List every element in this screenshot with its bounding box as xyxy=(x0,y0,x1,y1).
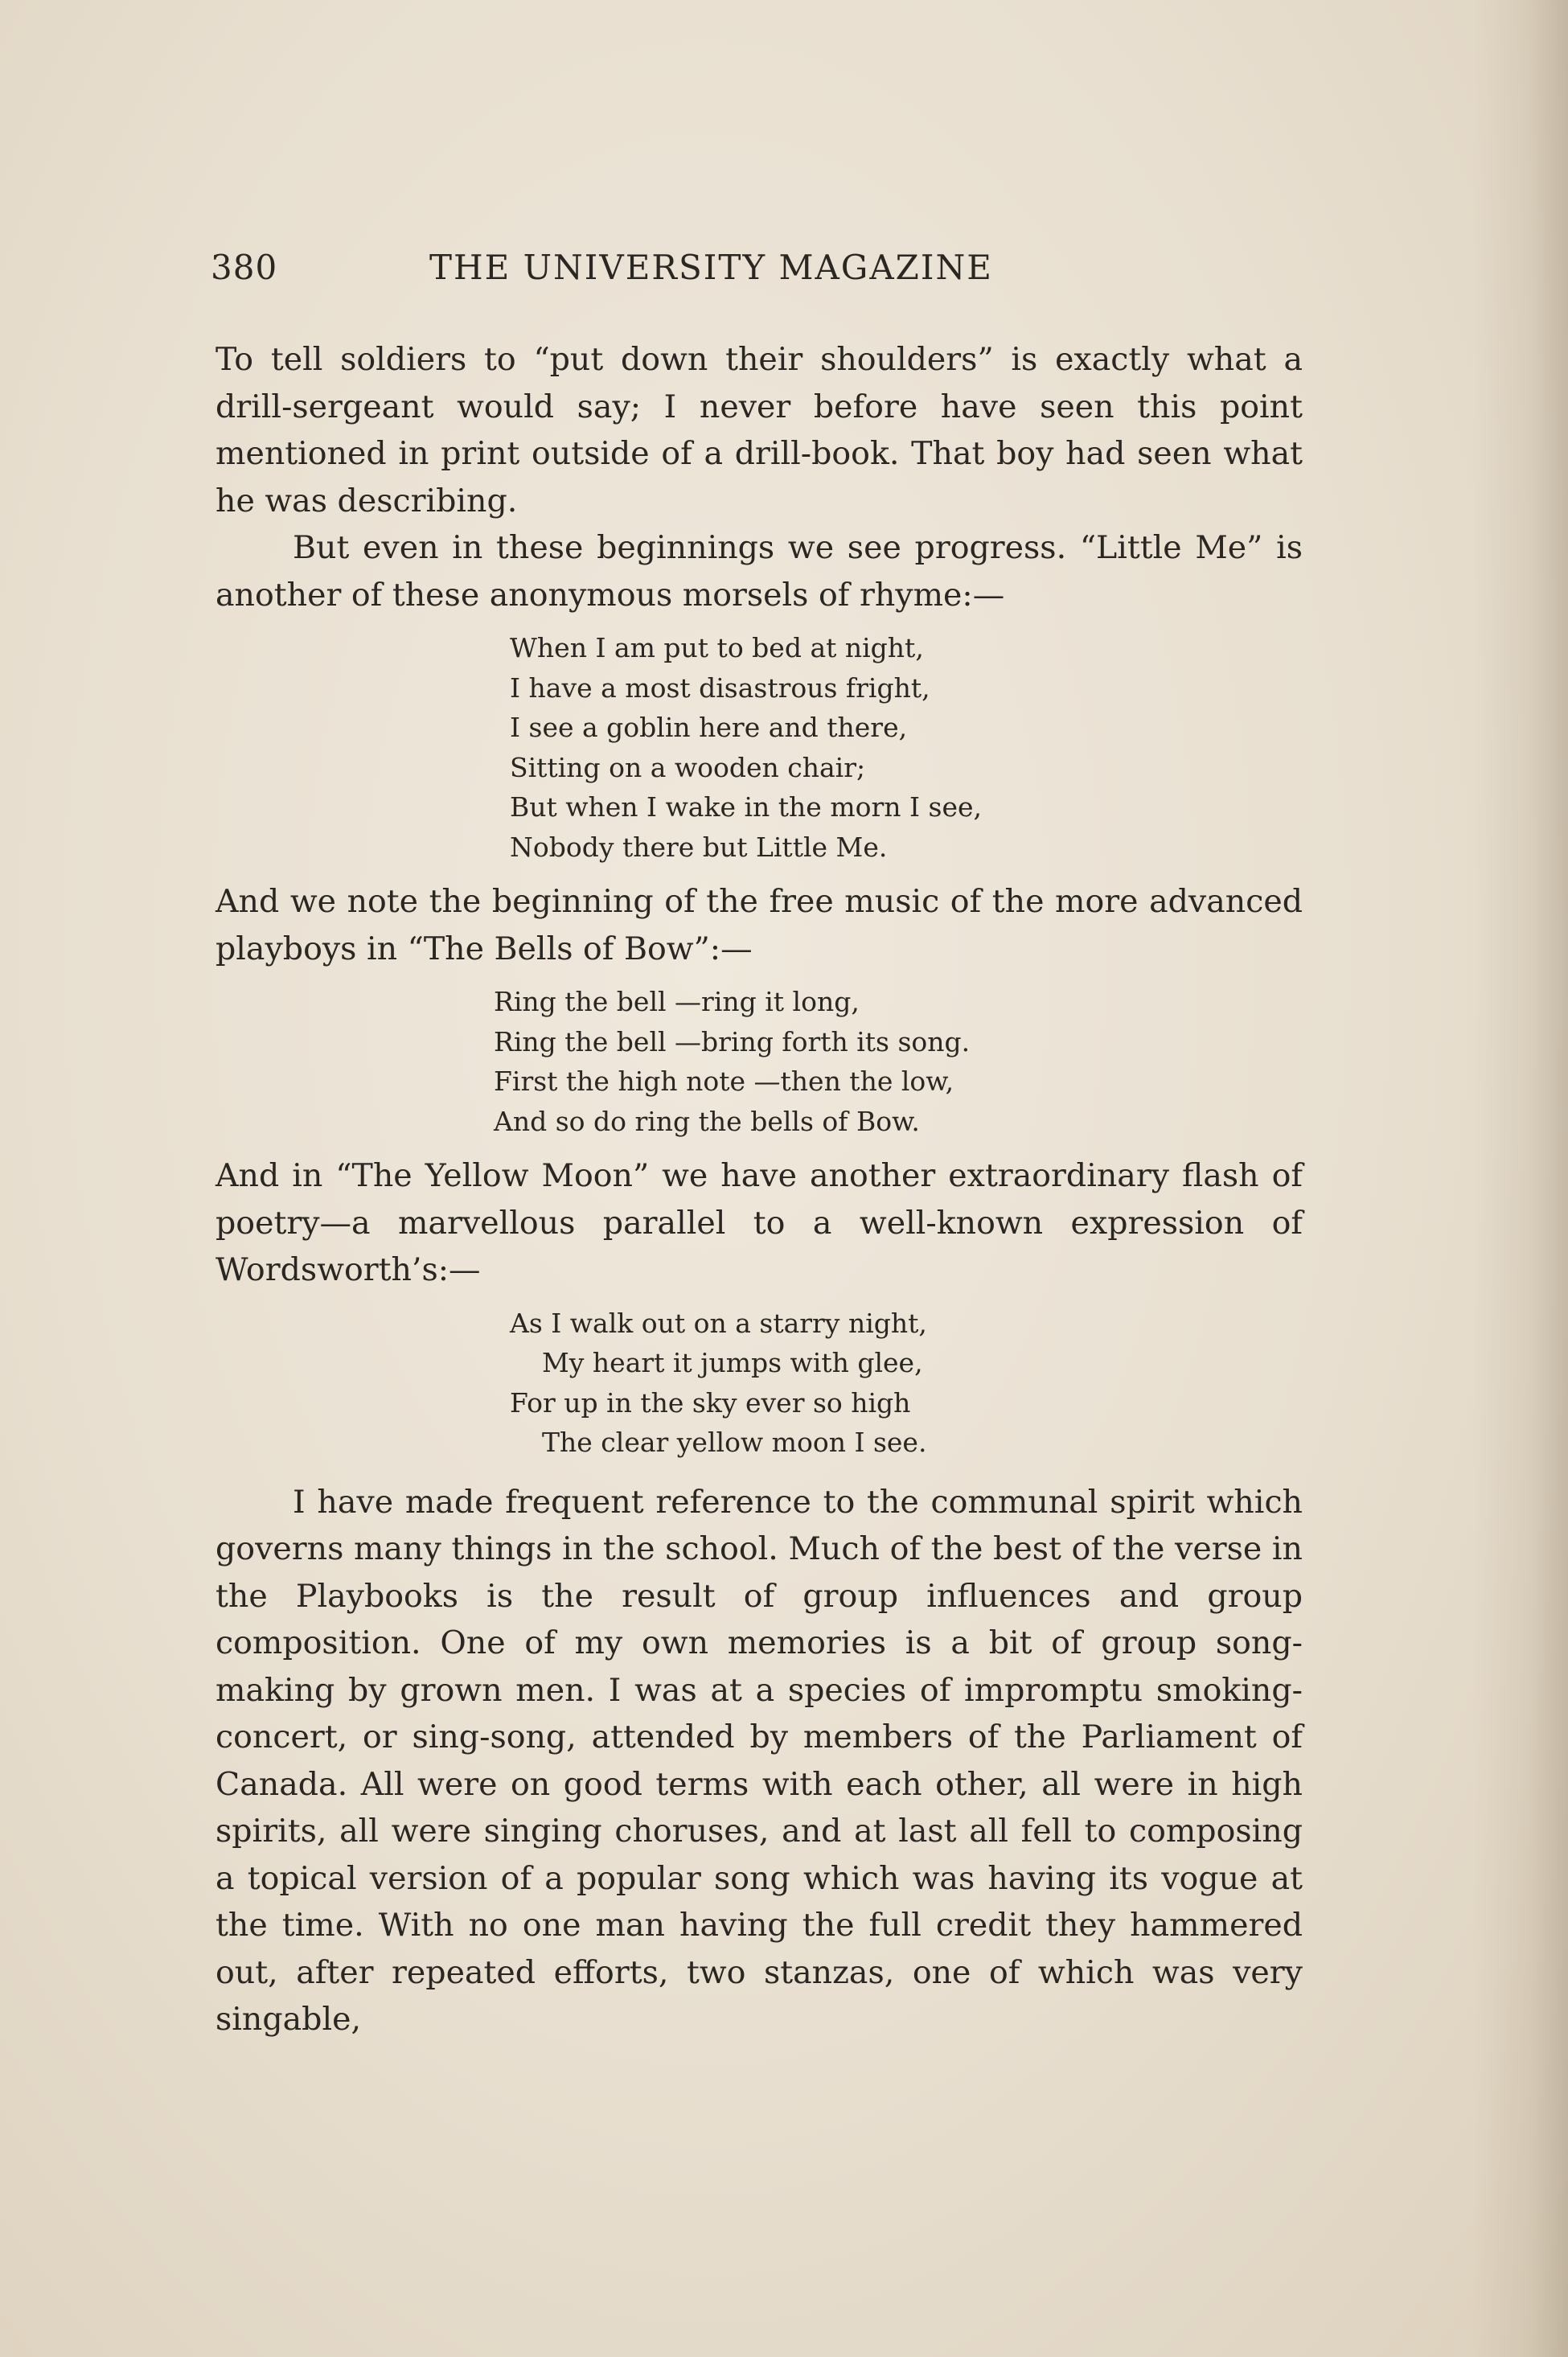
paragraph-3: And we note the beginning of the free music of the more advanced playboys in “The Bells of Bow”:— xyxy=(215,883,1303,967)
poem-line: As I walk out on a starry night, xyxy=(510,1307,927,1339)
poem-line: Sitting on a wooden chair; xyxy=(510,751,866,783)
poem-bells-of-bow xyxy=(494,982,1303,1141)
paragraph-1: To tell soldiers to “put down their shoulders” is exactly what a drill-sergeant would say; I never before have seen this point mentioned in print outside of a drill-book. That boy had seen what he was describing. xyxy=(215,341,1303,519)
poem-little-me xyxy=(510,628,1303,867)
poem-line: And so do ring the bells of Bow. xyxy=(494,1105,920,1137)
paragraph-5: I have made frequent reference to the communal spirit which governs many things in the school. Much of the best of the verse in the Playbooks is the result of group influences and group composition. One of my own memories is a bit of group song-making by grown men. I was at a species of impromptu smoking-concert, or sing-song, attended by members of the Parliament of Canada. All were on good terms with each other, all were in high spirits, all were singing choruses, and at last all fell to composing a topical version of a popular song which was having its vogue at the time. With no one man having the full credit they hammered out, after repeated efforts, two stanzas, one of which was very singable, xyxy=(215,1483,1303,2038)
poem-line: Ring the bell —ring it long, xyxy=(494,986,860,1017)
poem-line: I see a goblin here and there, xyxy=(510,712,908,743)
poem-line: I have a most disastrous fright, xyxy=(510,671,930,704)
page-number: 380 xyxy=(211,248,278,287)
poem-line: First the high note —then the low, xyxy=(494,1066,954,1097)
running-head: THE UNIVERSITY MAGAZINE xyxy=(429,248,993,287)
paragraph-4: And in “The Yellow Moon” we have another extraordinary flash of poetry—a marvellous parallel to a well-known expression of Wordsworth’s:— xyxy=(215,1157,1303,1288)
page-edge-shadow xyxy=(1472,0,1568,2357)
page-header xyxy=(211,248,1304,304)
body-text xyxy=(215,336,1303,2043)
paragraph-2: But even in these beginnings we see progress. “Little Me” is another of these anonymous morsels of rhyme:— xyxy=(215,529,1303,614)
poem-line: When I am put to bed at night, xyxy=(510,632,924,663)
poem-yellow-moon xyxy=(510,1304,1303,1463)
poem-line: For up in the sky ever so high xyxy=(510,1386,911,1419)
poem-line: The clear yellow moon I see. xyxy=(542,1427,927,1458)
poem-line: Nobody there but Little Me. xyxy=(510,831,888,863)
poem-line: My heart it jumps with glee, xyxy=(542,1347,923,1378)
poem-line: Ring the bell —bring forth its song. xyxy=(494,1025,971,1057)
poem-line: But when I wake in the morn I see, xyxy=(510,791,983,823)
